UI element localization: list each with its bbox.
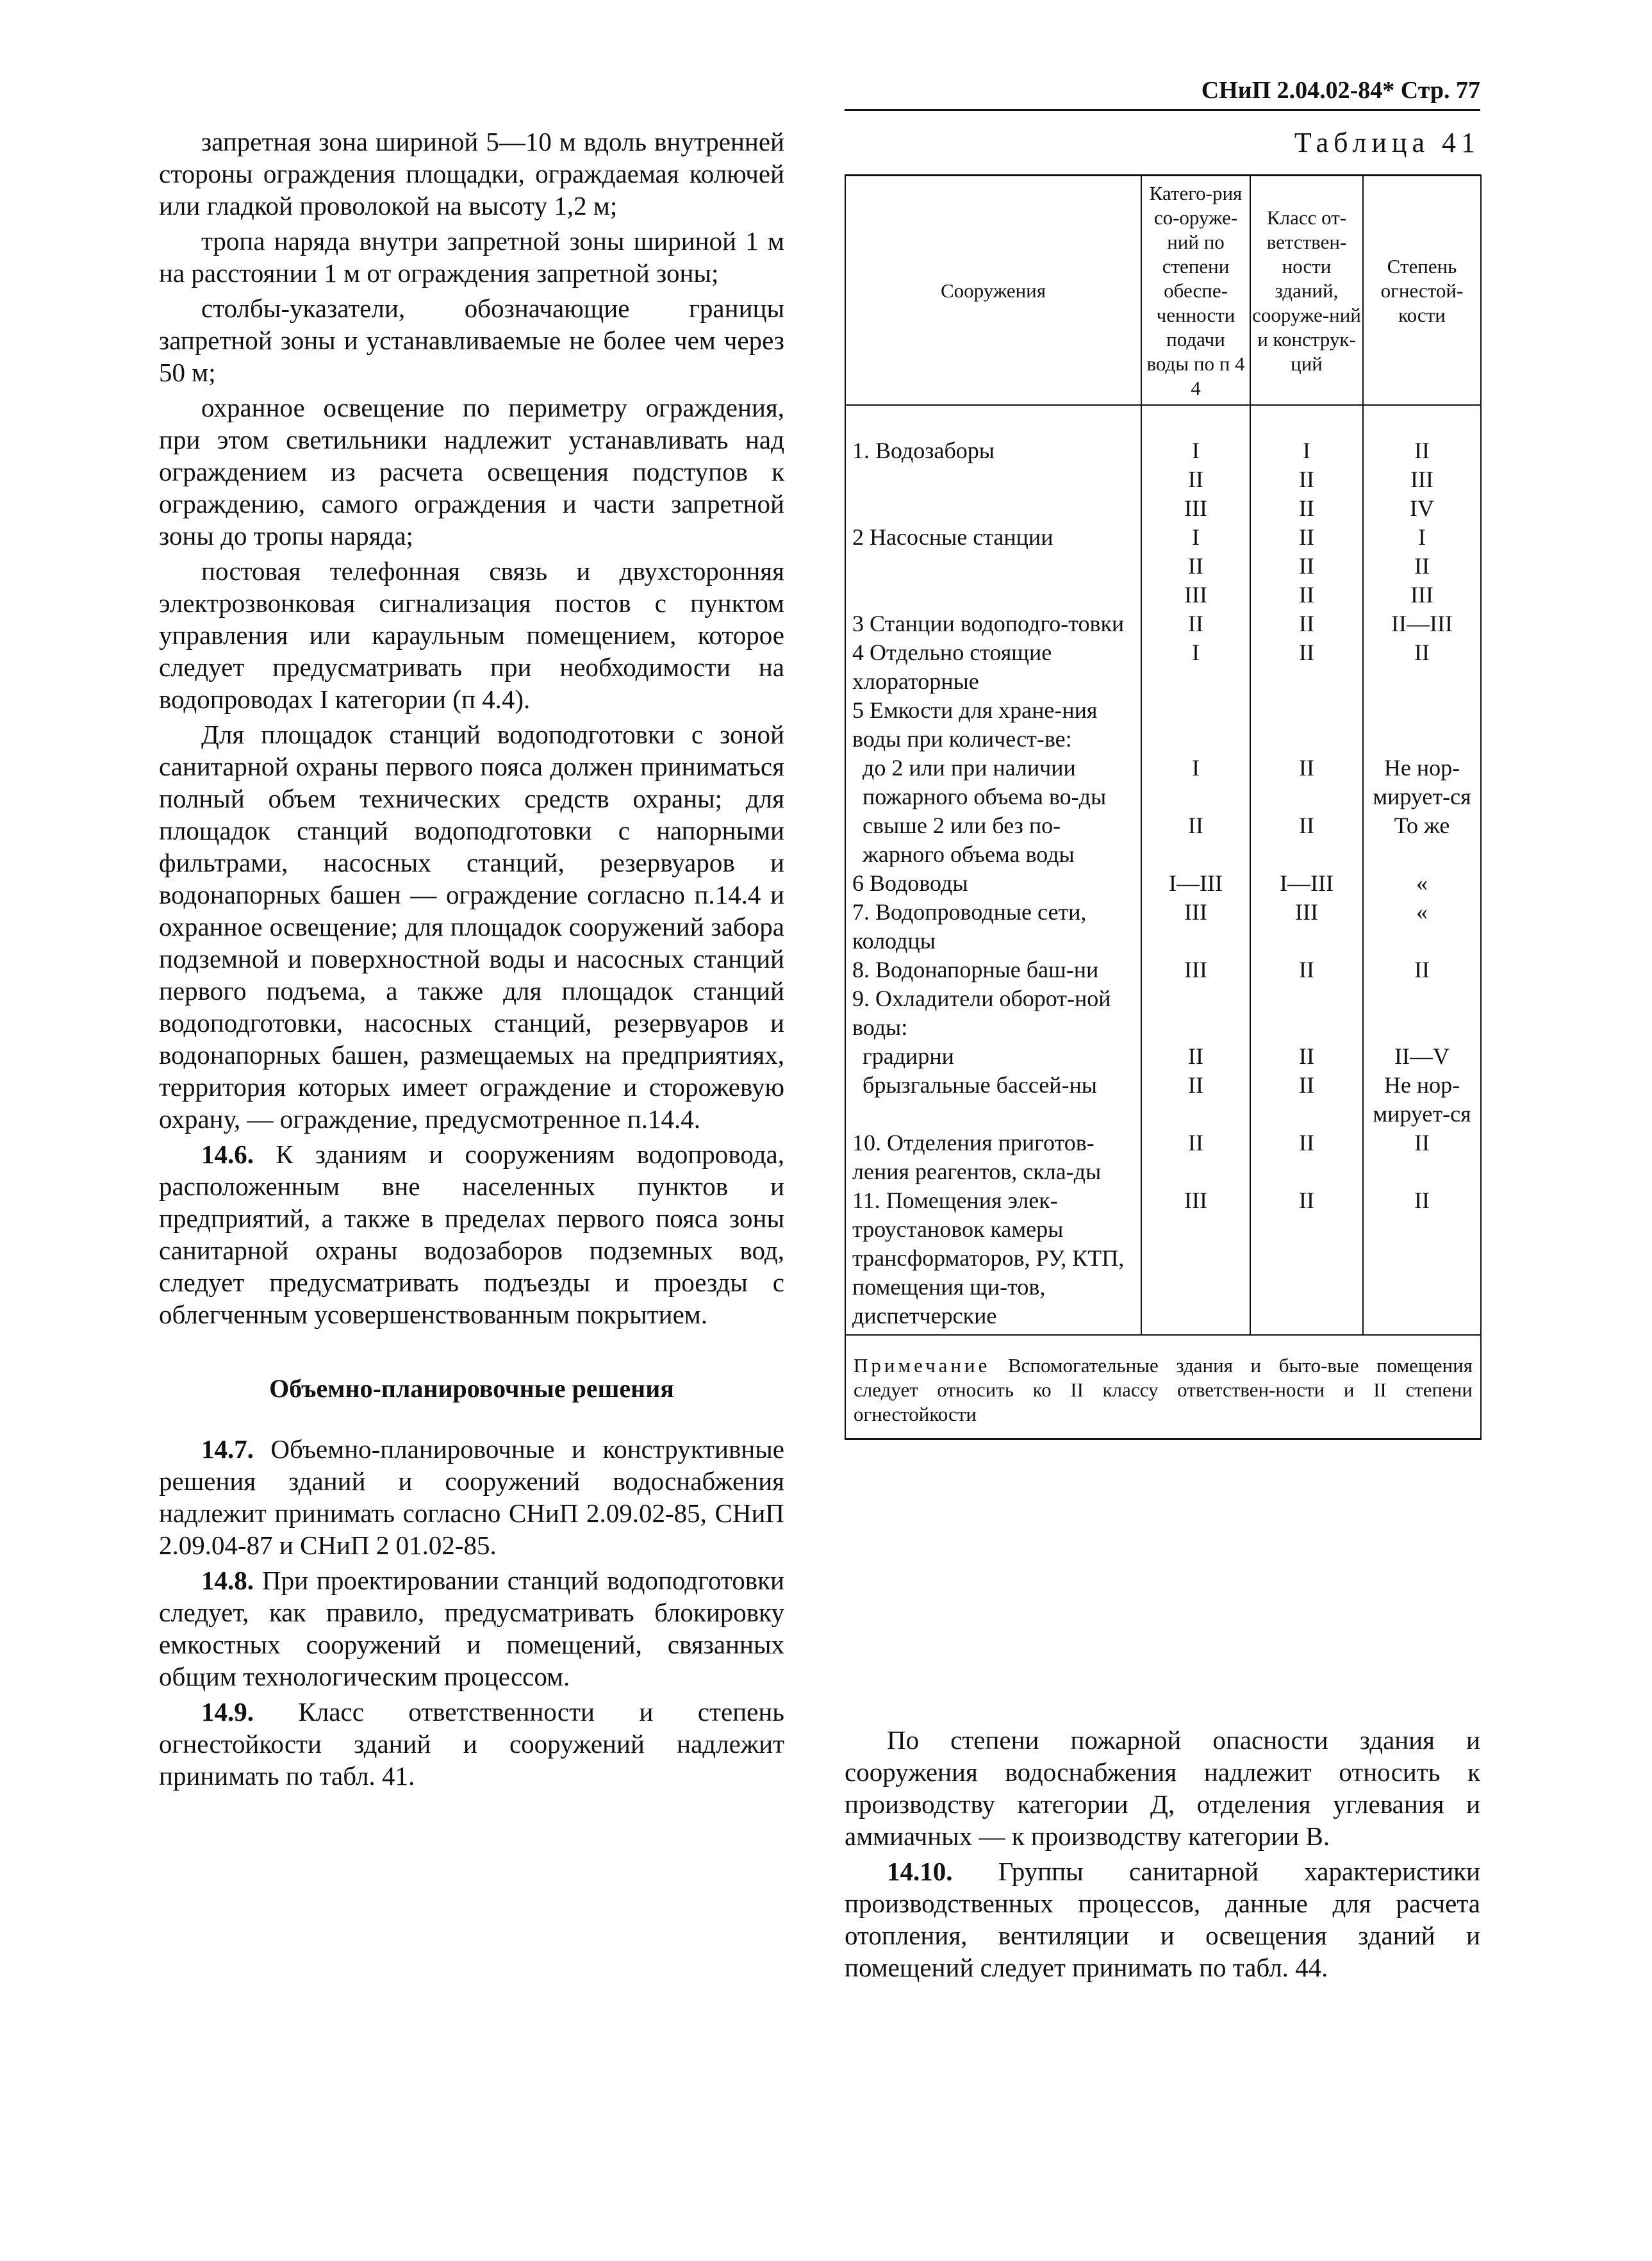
cell-category: II — [1141, 1071, 1250, 1129]
clause-14-8 — [159, 1564, 784, 1693]
table-row — [845, 811, 1481, 869]
clause-text: Класс ответственности и степень огнестойкости зданий и сооружений надлежит принимать по табл. 41. — [159, 1697, 784, 1791]
cell-structure: 9. Охладители оборот-ной воды: — [845, 984, 1141, 1042]
cell-category: I — [1141, 638, 1250, 696]
table-header-row — [845, 176, 1481, 406]
cell-fire-degree: « — [1363, 898, 1481, 956]
table-row — [845, 638, 1481, 696]
cell-structure: до 2 или при наличии пожарного объема во-ды — [845, 754, 1141, 811]
cell-category: II — [1141, 1129, 1250, 1186]
table-row — [845, 754, 1481, 811]
list-item: охранное освещение по периметру ограждения, при этом светильники надлежит устанавливать над ограждением из расчета освещения подступов к ограждению, самого ограждения и части запретной зоны до тропы наряда; — [159, 393, 784, 551]
clause-text: Объемно-планировочные и конструктивные решения зданий и сооружений водоснабжения надлежит принимать согласно СНиП 2.09.02-85, СНиП 2.09.04-87 и СНиП 2 01.02-85. — [159, 1434, 784, 1560]
table-row — [845, 523, 1481, 609]
cell-category: III — [1141, 1186, 1250, 1335]
cell-class: II II II — [1250, 523, 1363, 609]
clause-14-6 — [159, 1138, 784, 1330]
clause-number: 14.9. — [201, 1697, 254, 1727]
table-41 — [845, 174, 1482, 1440]
cell-category: I — [1141, 754, 1250, 811]
paragraph: По степени пожарной опасности здания и сооружения водоснабжения надлежит относить к производству категории Д, отделения углевания и аммиачных — к производству категории В. — [845, 1725, 1480, 1851]
cell-class: II — [1250, 811, 1363, 869]
table-row — [845, 1129, 1481, 1186]
cell-structure: 5 Емкости для хране-ния воды при количест-ве: — [845, 696, 1141, 754]
clause-text: К зданиям и сооружениям водопровода, расположенным вне населенных пунктов и предприятий, а также в пределах первого пояса зоны санитарной охраны водозаборов подземных вод, следует предусматривать подъезды и проезды с облегченным усовершенствованным покрытием. — [159, 1139, 784, 1329]
cell-structure: 8. Водонапорные баш-ни — [845, 956, 1141, 984]
cell-structure: 10. Отделения приготов-ления реагентов, скла-ды — [845, 1129, 1141, 1186]
cell-category: I—III — [1141, 869, 1250, 898]
note-text: Вспомогательные здания и быто-вые помещения следует относить ко II классу ответствен-ности и II степени огнестойкости — [854, 1354, 1473, 1425]
cell-fire-degree — [1363, 984, 1481, 1042]
table-row — [845, 956, 1481, 984]
table-row — [845, 869, 1481, 898]
cell-fire-degree: II — [1363, 1186, 1481, 1335]
cell-fire-degree: II—III — [1363, 609, 1481, 638]
cell-class: III — [1250, 898, 1363, 956]
table-row — [845, 984, 1481, 1042]
cell-category: I II III — [1141, 405, 1250, 523]
clause-14-9 — [159, 1696, 784, 1792]
list-item: запретная зона шириной 5—10 м вдоль внутренней стороны ограждения площадки, ограждаемая колючей или гладкой проволокой на высоту 1,2 м; — [159, 127, 784, 220]
cell-class: I II II — [1250, 405, 1363, 523]
cell-fire-degree: II—V — [1363, 1042, 1481, 1071]
running-header: СНиП 2.04.02-84* Стр. 77 — [845, 76, 1480, 111]
cell-category: II — [1141, 811, 1250, 869]
cell-category — [1141, 696, 1250, 754]
note-label: Примечание — [854, 1354, 991, 1377]
cell-structure: 6 Водоводы — [845, 869, 1141, 898]
clause-text: Группы санитарной характеристики производственных процессов, данные для расчета отопления, вентиляции и освещения зданий и помещений следует принимать по табл. 44. — [845, 1857, 1481, 1982]
column-header: Степень огнестой-кости — [1363, 176, 1481, 406]
cell-class: II — [1250, 1042, 1363, 1071]
column-header: Сооружения — [845, 176, 1141, 406]
cell-structure: свыше 2 или без по-жарного объема воды — [845, 811, 1141, 869]
clause-number: 14.6. — [201, 1139, 254, 1169]
cell-category — [1141, 984, 1250, 1042]
cell-fire-degree: То же — [1363, 811, 1481, 869]
cell-fire-degree — [1363, 696, 1481, 754]
cell-class: II — [1250, 1129, 1363, 1186]
cell-fire-degree: II — [1363, 956, 1481, 984]
table-row — [845, 1071, 1481, 1129]
cell-structure: 11. Помещения элек-троустановок камеры трансформаторов, РУ, КТП, помещения щи-тов, диспетчерские — [845, 1186, 1141, 1335]
cell-fire-degree: II — [1363, 1129, 1481, 1186]
cell-class: II — [1250, 1186, 1363, 1335]
table-row — [845, 609, 1481, 638]
clause-14-7 — [159, 1433, 784, 1561]
cell-class: II — [1250, 609, 1363, 638]
list-item: столбы-указатели, обозначающие границы запретной зоны и устанавливаемые не более чем через 50 м; — [159, 294, 784, 387]
cell-class: II — [1250, 956, 1363, 984]
cell-category: III — [1141, 956, 1250, 984]
cell-structure: градирни — [845, 1042, 1141, 1071]
table-row — [845, 696, 1481, 754]
table-row — [845, 1186, 1481, 1335]
section-heading: Объемно-планировочные решения — [269, 1374, 674, 1403]
left-column — [159, 126, 784, 1792]
right-column — [845, 1724, 1480, 1984]
table-row — [845, 405, 1481, 523]
table-note — [845, 1335, 1481, 1439]
column-header: Класс от-ветствен-ности зданий, сооруже-ний и конструк-ций — [1250, 176, 1363, 406]
paragraph: Для площадок станций водоподготовки с зоной санитарной охраны первого пояса должен приниматься полный объем технических средств охраны; для площадок станций водоподготовки с напорными фильтрами, насосных станций, резервуаров и водонапорных башен — ограждение согласно п.14.4 и охранное освещение; для площадок сооружений забора подземной и поверхностной воды и насосных станций первого подъема, а также для площадок станций водоподготовки, насосных станций, резервуаров и водонапорных башен, размещаемых на предприятиях, территория которых имеет ограждение и сторожевую охрану, — ограждение, предусмотренное п.14.4. — [159, 720, 784, 1134]
cell-fire-degree: I II III — [1363, 523, 1481, 609]
cell-structure: 3 Станции водоподго-товки — [845, 609, 1141, 638]
table-row — [845, 898, 1481, 956]
table-label: Таблица 41 — [1294, 127, 1480, 158]
cell-structure: брызгальные бассей-ны — [845, 1071, 1141, 1129]
cell-structure: 7. Водопроводные сети, колодцы — [845, 898, 1141, 956]
cell-fire-degree: II III IV — [1363, 405, 1481, 523]
cell-structure: 2 Насосные станции — [845, 523, 1141, 609]
cell-class: II — [1250, 754, 1363, 811]
cell-class: I—III — [1250, 869, 1363, 898]
clause-14-10 — [845, 1855, 1480, 1984]
list-item: постовая телефонная связь и двухсторонняя электрозвонковая сигнализация постов с пунктом управления или караульным помещением, которое следует предусматривать при необходимости на водопроводах I категории (п 4.4). — [159, 556, 784, 714]
cell-category: II — [1141, 609, 1250, 638]
cell-fire-degree: II — [1363, 638, 1481, 696]
cell-class — [1250, 696, 1363, 754]
cell-category: I II III — [1141, 523, 1250, 609]
cell-category: III — [1141, 898, 1250, 956]
cell-category: II — [1141, 1042, 1250, 1071]
cell-fire-degree: Не нор-мирует-ся — [1363, 754, 1481, 811]
cell-fire-degree: Не нор-мирует-ся — [1363, 1071, 1481, 1129]
cell-class: II — [1250, 638, 1363, 696]
clause-number: 14.8. — [201, 1566, 254, 1595]
clause-number: 14.7. — [201, 1434, 254, 1464]
list-item: тропа наряда внутри запретной зоны шириной 1 м на расстоянии 1 м от ограждения запретной зоны; — [159, 226, 784, 288]
cell-class — [1250, 984, 1363, 1042]
cell-structure: 1. Водозаборы — [845, 405, 1141, 523]
column-header: Катего-рия со-оруже-ний по степени обеспе-ченности подачи воды по п 4 4 — [1141, 176, 1250, 406]
table-body — [845, 405, 1481, 1335]
table-note-row — [845, 1335, 1481, 1439]
clause-number: 14.10. — [887, 1857, 953, 1886]
cell-fire-degree: « — [1363, 869, 1481, 898]
table-row — [845, 1042, 1481, 1071]
cell-structure: 4 Отдельно стоящие хлораторные — [845, 638, 1141, 696]
cell-class: II — [1250, 1071, 1363, 1129]
clause-text: При проектировании станций водоподготовки следует, как правило, предусматривать блокировку емкостных сооружений и помещений, связанных общим технологическим процессом. — [159, 1566, 785, 1691]
